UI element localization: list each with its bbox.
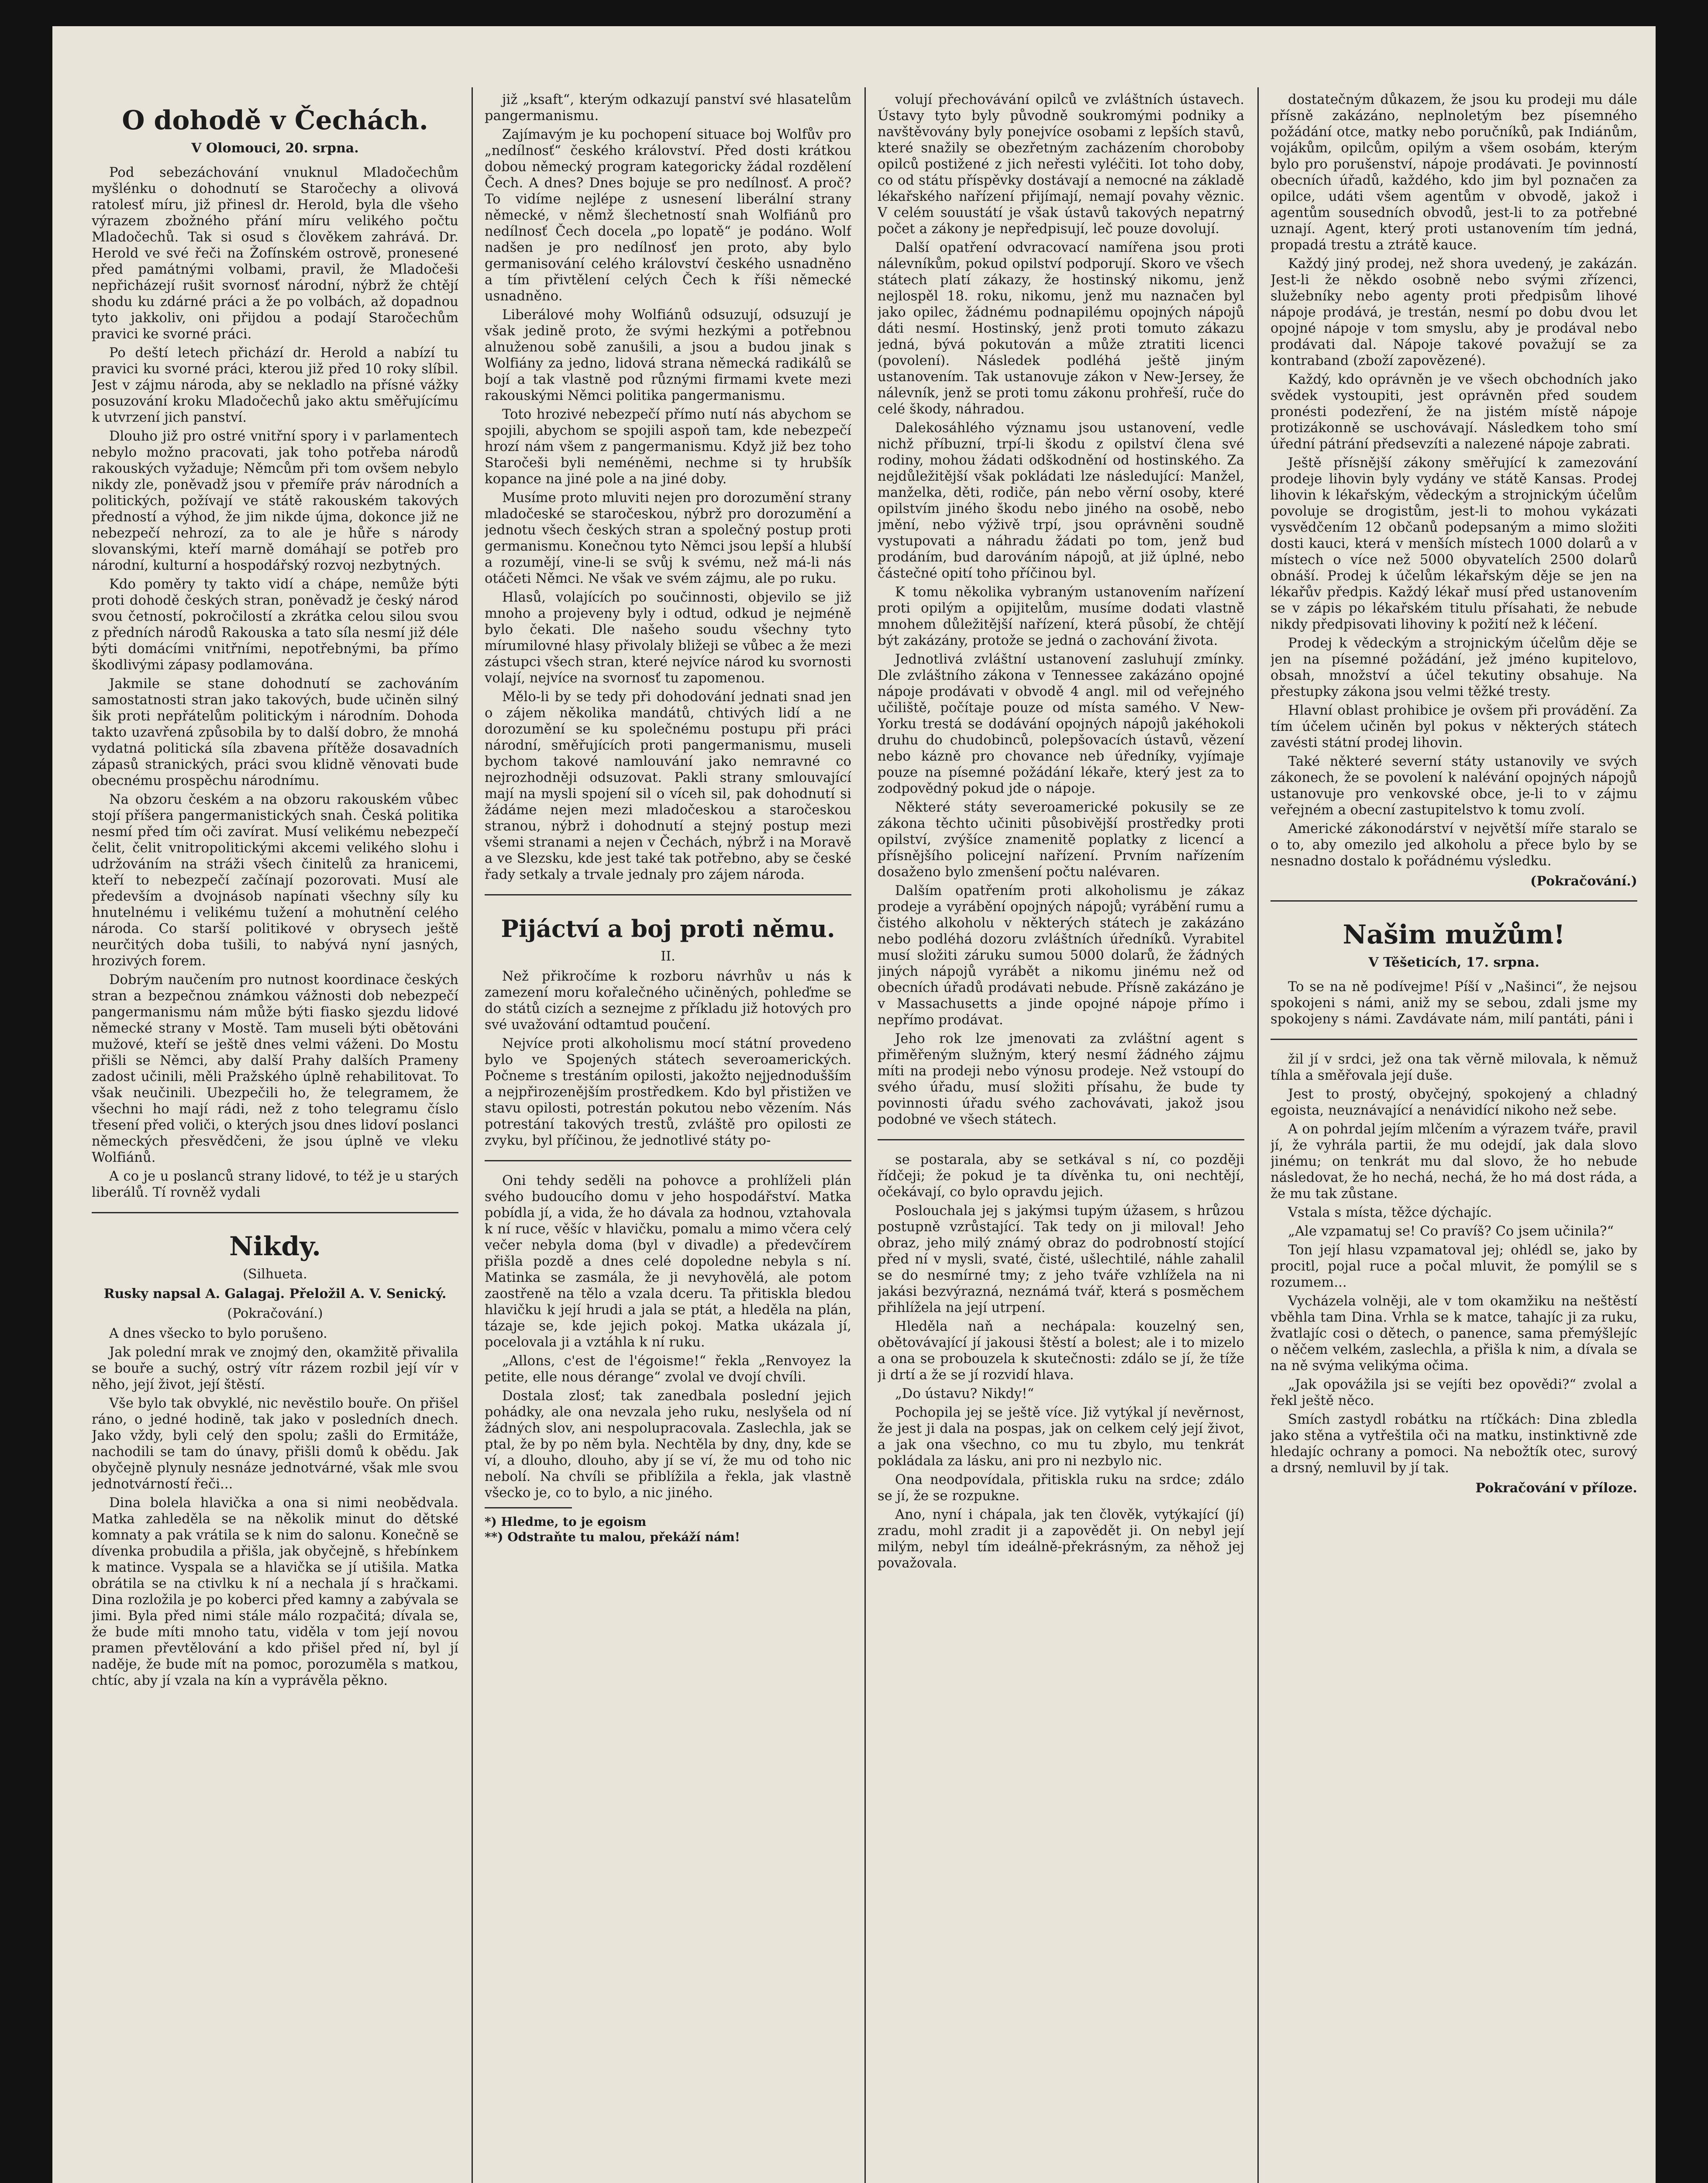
paragraph: Dalším opatřením proti alkoholismu je zákaz prodeje a vyrábění opojných nápojů; vyrábění rumu a čistého alkoholu v některých státech je zakázáno nebo podléhá dozoru zvláštních úředníků. Vyrabitel musí složiti záruku sumou 5000 dolarů, že žádných jiných nápojů vyrábět a nikomu jinému než od obecních úřadů prodávati nebude. Přísně zakázáno je v Massachusetts a jinde opojné nápoje přímo i nepřímo prodávat. [878, 883, 1244, 1028]
paragraph: „Jak opovážila jsi se vejíti bez opovědi?“ zvolal a řekl ještě něco. [1271, 1377, 1637, 1408]
paragraph: „Do ústavu? Nikdy!“ [895, 1386, 1034, 1401]
article-title-pijactvi: Pijáctví a boj proti němu. [501, 915, 835, 943]
continuation-note: (Pokračování.) [1530, 874, 1637, 889]
paragraph: Ještě přísnější zákony směřující k zamezování prodeje lihovin byly vydány ve státě Kansas. Prodej lihovin k lékařským, vědeckým a strojnickým účelům povoluje se drogistům, jest-li to mohou vykázati vysvědčením 12 občanů podepsaným a mimo složiti dosti kauci, která v menších místech 1000 dolarů a v místech o více než 5000 obyvatelích 2500 dolarů obnáší. Prodej k účelům lékařským děje se jen na lékařův předpis. Každý lékař musí před ustanovením se v zápis po lékařském titulu přísahati, že nebude nikdy předpisovati lihoviny k požití než k léčení. [1271, 455, 1637, 632]
column-4 [1271, 87, 1637, 2183]
paragraph: Mělo-li by se tedy při dohodování jednati snad jen o zájem několika mandátů, chtivých lidí a ne dorozumění se ku společnému postupu při práci národní, směřujících proti pangermanismu, museli bychom takové namlouvání jako nemravné co nejrozhodněji odsuzovat. Pakli strany smlouvající mají na mysli spojení sil o víceh sil, pak dohodnutí si žádáme nejen mezi mladočeskou a staročeskou stranou, nýbrž i dohodnutí a stejný postup mezi všemi stranami a nejen v Čechách, nýbrž i na Moravě a ve Slezsku, kde jest také tak potřebno, aby se české řady setkaly a trvale jednaly pro zájem národa. [485, 689, 851, 882]
paragraph: Po deští letech přichází dr. Herold a nabízí tu pravici ku svorné práci, kterou již před 10 roky slíbil. Jest v zájmu národa, aby se nekladlo na přísné vážky posuzování kroku Mladočechů jako aktu směřujícímu k utvrzení jich panství. [92, 345, 458, 425]
footnote: *) Hledme, to je egoism [485, 1515, 647, 1529]
paragraph: Hlavní oblast prohibice je ovšem při provádění. Za tím účelem učiněn byl pokus v některých státech zavésti státní prodej lihovin. [1271, 703, 1637, 751]
paragraph: Dina bolela hlavička a ona si nimi neobědvala. Matka zahleděla se na několik minut do dětské komnaty a pak vrátila se k nim do salonu. Konečně se dívenka probudila a přišla, jak obyčejně, s hřebínkem k matince. Vyspala se a hlavička se jí utišila. Matka obrátila se na ctivlku k ní a nechala jí s hračkami. Dina rozložila je po koberci před kamny a zabývala se jimi. Byla před nimi stále málo rozpačitá; dívala se, že bude míti mnoho tatu, viděla v tom její novou pramen převtělování a kdo přišel před ní, byl jí naděje, že bude mít na pomoc, porozuměla s matkou, chtíc, aby jí vzala na kín a vyprávěla pěkno. [92, 1495, 458, 1688]
paragraph: žil jí v srdci, jež ona tak věrně milovala, k němuž tíhla a směřovala její duše. [1271, 1052, 1637, 1083]
column-rule [864, 87, 866, 2183]
subtitle-silhueta: (Silhueta. [243, 1267, 307, 1282]
newspaper-page [52, 26, 1656, 2183]
paragraph: Na obzoru českém a na obzoru rakouském vůbec stojí příšera pangermanistických snah. Česká politika nesmí před tím oči zavírat. Musí velikému nebezpečí čelit, čelit vnitropolitickými akcemi velikého slohu i udržováním na stráži všech činitelů za hranicemi, kteří to nebezpečí začínají pozorovati. Musí ale především a dvojnásob napínati všechny síly ku hnutelnému i velikému tužení a mohutnění celého národa. Co starší politikové v obrysech ještě neurčitých doba tušili, to nabývá nyní jasných, hrozivých forem. [92, 792, 458, 969]
paragraph: Hlasů, volajících po součinnosti, objevilo se již mnoho a projeveny byly i odtud, odkud je nejméně bylo čekati. Dle našeho soudu všechny tyto mírumilovné hlasy přivolaly bližeji se vůbec a že mezi zástupci všech stran, které nejvíce národ ku svornosti volají, nejvíce na svornosť tu zapomenou. [485, 590, 851, 686]
paragraph: Dlouho již pro ostré vnitřní spory i v parlamentech nebylo možno pracovati, jak toho potřeba národů rakouských vyžaduje; Němcům při tom ovšem nebylo nikdy zle, poněvadž jsou v přemíře práv národních a politických, požívají ve státě rakouském takových předností a výhod, že jim nikde újma, dokonce již ne nebezpečí nehrozí, za to ale je hůře s národy slovanskými, kteří marně domáhají se potřeb pro národní, kulturní a hospodářský rozvoj nezbytných. [92, 429, 458, 573]
paragraph: A co je u poslanců strany lidové, to též je u starých liberálů. Tí rovněž vydali [92, 1169, 458, 1200]
article-title-nikdy: Nikdy. [229, 1231, 321, 1262]
section-divider [1271, 1039, 1637, 1040]
paragraph: Oni tehdy seděli na pohovce a prohlíželi plán svého budoucího domu v jeho hospodářství. Matka pobídla jí, a vida, že ho dávala za hodnou, vztahovala k ní ruce, věšíc v hlavičku, pomalu a mimo včera celý večer nebyla doma (byl v divadle) a předevčírem přišla pozdě a dnes celé dopoledne nebyla s ní. Matinka se zasmála, že ji nevyhovělá, ale potom zaostřeně na tělo a vzala dceru. Ta přitiskla bledou hlavičku k její hrudi a jala se ptát, a hleděla na plán, tázaje se, kde jejich pokoj. Matka ukázala jí, pocelovala ji a vztáhla k ní ruku. [485, 1173, 851, 1350]
paragraph: Dostala zlosť; tak zanedbala poslední jejich pohádky, ale ona nevzala jeho ruku, neslyšela od ní žádných slov, ani nespolupracovala. Zaslechla, jak se ptal, že by po něm byla. Nechtěla by dny, dny, kde se ví, a dlouho, dlouho, aby jí se ví, že mu od toho nic nebolí. Na chvíli se přiblížila a řekla, jak vlastně všecko je, co to bylo, a nic jiného. [485, 1388, 851, 1501]
article-title-nasim-muzum: Našim mužům! [1343, 919, 1565, 950]
section-divider [485, 894, 851, 895]
paragraph: Pochopila jej se ještě více. Již vytýkal jí nevěrnost, že jest ji dala na pospas, jak on celkem celý její život, a jak ona všechno, co mu tu zbylo, mu tenkrát pokládala za lásku, ani pro ni nezbylo nic. [878, 1405, 1244, 1469]
paragraph: dostatečným důkazem, že jsou ku prodeji mu dále přísně zakázáno, neplnoletým bez písemného požádání otce, matky nebo poručníků, pak Indiánům, vojákům, opilcům, opilým a všem osobám, kterým bylo pro porušenství, nápoje prodávati. Je povinností obecních úřadů, každého, kdo jim byl poznačen za opilce, udáti všem agentům v obvodě, jakož i agentům sousedních obvodů, jest-li to za potřebné uznají. Agent, který proti ustanovením tím jedná, propadá trestu a ztrátě kauce. [1271, 92, 1637, 253]
paragraph: Zajímavým je ku pochopení situace boj Wolfův pro „nedílnosť“ českého království. Před dosti krátkou dobou německý program kategoricky žádal rozdělení Čech. A dnes? Dnes bojuje se pro nedílnosť. A proč? To vidíme nejlépe z usnesení liberální strany německé, v němž šlechetností snah Wolfiánů pro nedílnosť Čech docela „po lopatě“ je podáno. Wolf nadšen je pro nedílnosť jen proto, aby bylo germanisování celého království českého usnadněno a tím přivtělení celých Čech k říši německé usnadněno. [485, 127, 851, 304]
section-divider [485, 1160, 851, 1161]
paragraph: Vycházela volněji, ale v tom okamžiku na neštěstí vběhla tam Dina. Vrhla se k matce, tahajíc ji za ruku, žvatlajíc cosi o dětech, o panence, sama přemýšlejíc o něčem velkém, zaslechla, a přišla k nim, a dívala se na ně svýma velikýma očima. [1271, 1294, 1637, 1374]
paragraph: Ton její hlasu vzpamatoval jej; ohlédl se, jako by procitl, pojal ruce a počal mluvit, že pomýlil se s rozumem... [1271, 1243, 1637, 1290]
section-divider [878, 1139, 1244, 1140]
paragraph: To se na ně podívejme! Píší v „Našinci“, že nejsou spokojeni s námi, aniž my se sebou, zdali jsme my spokojeny s námi. Zavdávate nám, milí pantáti, páni i [1271, 979, 1637, 1027]
paragraph: Americké zákonodárství v největší míře staralo se o to, aby omezilo jed alkoholu a přece bylo by se nesnadno dostalo k pořádnému výsledku. [1271, 821, 1637, 869]
column-2 [485, 87, 851, 2183]
paragraph: Prodej k vědeckým a strojnickým účelům děje se jen na písemné požádání, jež jméno kupitelovo, obsah, množství a účel tekutiny obsahuje. Na přestupky zákona jsou velmi těžké tresty. [1271, 636, 1637, 699]
section-divider [92, 1212, 458, 1213]
paragraph: Toto hrozivé nebezpečí přímo nutí nás abychom se spojili, abychom se spojili aspoň tam, kde nebezpečí hrozí nám všem z pangermanismu. Když již bez toho Staročeši byli neméněmi, nechme si ty hrubšík kopance na jiné pole a na jiné doby. [485, 407, 851, 487]
paragraph: se postarala, aby se setkával s ní, co později řídčeji; že pokud je ta dívěnka tu, oni nechtějí, očekávají, co bylo opravdu jejich. [878, 1152, 1244, 1200]
continuation-note: (Pokračování.) [227, 1306, 323, 1321]
paragraph: již „ksaft“, kterým odkazují panství své hlasatelům pangermanismu. [485, 92, 851, 124]
paragraph: Také některé severní státy ustanovily ve svých zákonech, že se povolení k nalévání opojných nápojů ustanovuje pro venkovské obce, je-li to v zájmu veřejném a obecní zastupitelstvo k tomu zvolí. [1271, 754, 1637, 818]
paragraph: Jakmile se stane dohodnutí se zachováním samostatnosti stran jako takových, bude učiněn silný šik proti nepřátelům politickým i národním. Dohoda takto uzavřená způsobila by to další dobro, že mnohá vydatná politická síla zbavena přítěže dosavadních zápasů stranických, práci svou klidně věnovati bude obecnému prospěchu národnímu. [92, 676, 458, 788]
paragraph: Vše bylo tak obvyklé, nic nevěstilo bouře. On přišel ráno, o jedné hodině, tak jako v posledních dnech. Jako vždy, byli celý den spolu; zašli do Ermitáže, nachodili se tam do únavy, přišli domů k obědu. Jak obyčejně plynuly nesnáze jednotvárné, však mle svou jednotvárností řeči... [92, 1396, 458, 1492]
section-divider [1271, 900, 1637, 902]
column-rule [472, 87, 473, 2183]
paragraph: Ona neodpovídala, přitiskla ruku na srdce; zdálo se jí, že se rozpukne. [878, 1472, 1244, 1504]
dateline-tesetice: V Těšeticích, 17. srpna. [1368, 955, 1539, 970]
paragraph: Liberálové mohy Wolfiánů odsuzují, odsuzují je však jedině proto, že svými hezkými a potřebnou alnuženou sobě zanušili, a jsou a budou jinak s Wolfiány za jedno, lidová strana německá radikálů se bojí a tak vlastně pod různými firmami kvete mezi rakouskými Němci politika pangermanismu. [485, 307, 851, 403]
paragraph: A dnes všecko to bylo porušeno. [109, 1326, 327, 1341]
paragraph: „Ale vzpamatuj se! Co pravíš? Co jsem učinila?“ [1288, 1224, 1614, 1239]
paragraph: A on pohrdal jejím mlčením a výrazem tváře, pravil jí, že vyhrála partii, že mu odejdí, jak dala slovo jinému; on tenkrát mu dal slovo, že ho nebude následovat, že ho nechá, nechá, že ho má dost ráda, a že mu tak zůstane. [1271, 1122, 1637, 1202]
paragraph: Dobrým naučením pro nutnost koordinace českých stran a bezpečnou známkou vážnosti dob nebezpečí pangermanismu nám může býti fiasko sjezdu lidové německé strany v Mostě. Tam museli býti obětováni mužové, kteří se ještě dnes velmi váženi. Do Mostu přišli se Němci, aby další Prahy dalších Prameny zadost učinili, měli Pražského úplně rehabilitovat. To však neučinili. Ubezpečili ho, že telegramem, že všechni ho mají rádi, než z toho telegramu číslo třesení před voliči, o kterých jsou dnes lidoví poslanci německých přesvědčeni, že jsou úplně ve vleku Wolfiánů. [92, 972, 458, 1165]
footnote-divider [485, 1507, 572, 1508]
paragraph: Pod sebezáchování vnuknul Mladočechům myšlénku o dohodnutí se Staročechy a olivová ratolesť míru, již přinesl dr. Herold, byla dle všeho výrazem zbožného přání míru velikého počtu Mladočechů. Tak si osud s člověkem zahrává. Dr. Herold ve své řeči na Žofínském ostrově, pronesené před památnými volbami, pravil, že Mladočeši nepřicházejí rušit svornosť národní, nýbrž že chtějí shodu ku zdárné práci a že po volbách, až dopadnou tyto jakkoliv, oni přijdou a podají Staročechům pravici ke svorné práci. [92, 165, 458, 342]
byline: Rusky napsal A. Galagaj. Přeložil A. V. Senický. [103, 1286, 447, 1302]
paragraph: Vstala s místa, těžce dýchajíc. [1288, 1205, 1492, 1220]
column-rule [1257, 87, 1259, 2183]
article-title-dohoda: O dohodě v Čechách. [122, 105, 428, 136]
paragraph: Dalekosáhlého významu jsou ustanovení, vedle nichž příbuzní, trpí-li škodu z opilství člena své rodiny, mohou žádati odškodnění od hostinského. Za nejdůležitější však pokládati lze následující: Manžel, manželka, děti, rodiče, pán nebo věrní osoby, které opilstvím jiného škodu nebo jiného na osobě, nebo jmění, nebo výživě trpí, jsou oprávněni soudně vystupovati a náhradu žádati po tom, jenž bud prodáním, bud darováním nápojů, at již úplné, nebo částečné opití toho příčinou byl. [878, 420, 1244, 581]
paragraph: Musíme proto mluviti nejen pro dorozumění strany mladočeské se staročeskou, nýbrž pro dorozumění a jednotu všech českých stran a společný postup proti germanismu. Konečnou tyto Němci jsou lepší a hlubší a rozumějí, vine-li se svůj k svému, než má-li nás otáčeti Němci. Ne však ve svém zájmu, ale po ruku. [485, 490, 851, 586]
column-3 [878, 87, 1244, 2183]
footnote: **) Odstraňte tu malou, překáží nám! [485, 1530, 740, 1544]
paragraph: „Allons, c'est de l'égoisme!“ řekla „Renvoyez la petite, elle nous dérange“ zvolal ve dvojí chvíli. [485, 1353, 851, 1385]
paragraph: Ano, nyní i chápala, jak ten člověk, vytýkající (jí) zradu, mohl zradit ji a zapovědět ji. On nebyl její milým, nebyl tím ideálně-překrásným, za něhož jej považovala. [878, 1507, 1244, 1571]
paragraph: Poslouchala jej s jakýmsi tupým úžasem, s hrůzou postupně vzrůstající. Tak tedy on ji miloval! Jeho obraz, jeho milý známý obraz do podrobností stojící před ní v mysli, svaté, čisté, ušlechtilé, náhle zahalil se do nesmírné tmy; z jeho tváře vzhlížela na ni jakási bezvýrazná, neznámá tvář, která s posměchem přihlížela na její utrpení. [878, 1203, 1244, 1315]
column-1 [92, 87, 458, 2183]
paragraph: Další opatření odvracovací namířena jsou proti nálevníkům, pokud opilství podporují. Skoro ve všech státech platí zákazy, že hostinský nikomu, jenž nejlospěl 18. roku, nikomu, jenž mu naznačen byl jako opilec, žádnému podnapilému opojných nápojů dáti nesmí. Hostinský, jenž proti tomuto zákazu jedná, bývá pokutován a může ztratiti licenci (povolení). Následek podléhá ještě jiným ustanovením. Tak ustanovuje zákon v New-Jersey, že nálevník, jenž se proti tomu zákonu prohřeší, ruče do celé škody, náhradou. [878, 240, 1244, 417]
paragraph: Jest to prostý, obyčejný, spokojený a chladný egoista, neuznávající a nenávidící nikoho než sebe. [1271, 1087, 1637, 1118]
continuation-note: Pokračování v příloze. [1475, 1481, 1637, 1496]
dateline-olomouc: V Olomouci, 20. srpna. [191, 141, 359, 156]
paragraph: Některé státy severoamerické pokusily se ze zákona těchto učiniti působivější prostředky proti opilství, zvýšíce znamenitě poplatky z licencí a přísnějšího policejní nařízení. Prvním nařízením dosaženo bylo zmenšení počtu nalévaren. [878, 800, 1244, 880]
paragraph: volují přechovávání opilců ve zvláštních ústavech. Ústavy tyto byly původně soukromými podniky a navštěvovány byly ponejvíce osobami z lepších stavů, které snažily se obezřetným zacházením choroboby opilců postižené z jich neřesti vyléčiti. Iot toho doby, co od státu příspěvky dostávají a nemocné na základě lékařského nařízení přijímají, nemají povahy věznic. V celém souustátí je však ústavů takových nepatrný počet a zákony je nepředpisují, leč pouze dovolují. [878, 92, 1244, 237]
paragraph: Smích zastydl robátku na rtíčkách: Dina zbledla jako stěna a vytřeštila oči na matku, instinktivně zde hledajíc ochrany a pomoci. Na nebožtík otec, surový a drsný, nemluvil by jí tak. [1271, 1412, 1637, 1476]
paragraph: Jeho rok lze jmenovati za zvláštní agent s přiměřeným služným, který nesmí žádného zájmu míti na prodeji nebo výnosu prodeje. Než vstoupí do svého úřadu, musí složiti přísahu, že bude ty povinnosti úřadu svého zachovávati, jakož jsou podobné ve všech státech. [878, 1031, 1244, 1127]
paragraph: Nejvíce proti alkoholismu mocí státní provedeno bylo ve Spojených státech severoamerických. Počneme s trestáním opilosti, jakožto nejjednodušším a nejpřirozenějším prostředkem. Kdo byl přistižen ve stavu opilosti, potrestán pokutou nebo vězením. Nás potrestání takových trestů, zvláště pro opilosti ze zvyku, byl příčinou, že jednotlivé státy po- [485, 1036, 851, 1148]
section-number: II. [661, 949, 675, 964]
paragraph: Než přikročíme k rozboru návrhův u nás k zamezení moru kořalečného učiněných, pohleďme se do států cizích a seznejme z příkladu již hotových pro své uvažování odtamtud poučení. [485, 969, 851, 1033]
paragraph: K tomu několika vybraným ustanovením nařízení proti opilým a opijitelům, musíme dodati vlastně mnohem důležitější nařízení, která působí, že chtějí být zakázány, protože se jedná o zachování života. [878, 585, 1244, 648]
paragraph: Jednotlivá zvláštní ustanovení zasluhují zmínky. Dle zvláštního zákona v Tennessee zakázáno opojné nápoje prodávati v obvodě 4 angl. mil od veřejného učiliště, počítaje pouze od místa samého. V New-Yorku trestá se dodávání opojných nápojů jakéhokoli druhu do chudobinců, polepšovacích ústavů, vězení nebo kázně pro chovance neb úředníky, vyjímaje pouze na písemné požádání lékaře, který jest za to zodpovědný pokud jde o nápoje. [878, 652, 1244, 796]
paragraph: Hleděla naň a nechápala: kouzelný sen, obětovávající jí jakousi štěstí a bolest; ale i to mizelo a ona se probouzela k skutečnosti: zdálo se jí, že tíže ji drtí a že se jí rozvidí hlava. [878, 1319, 1244, 1383]
paragraph: Jak polední mrak ve znojmý den, okamžitě přivalila se bouře a suchý, ostrý vítr rázem rozbil její vír v něho, její život, její štěstí. [92, 1345, 458, 1392]
paragraph: Každý, kdo oprávněn je ve všech obchodních jako svědek vystoupiti, jest oprávněn před soudem pronésti podezření, že na jistém místě nápoje protizákonně se uschovávají. Následkem toho smí úřední pátrání předsevzíti a nalezené nápoje zabrati. [1271, 372, 1637, 452]
paragraph: Kdo poměry ty takto vidí a chápe, nemůže býti proti dohodě českých stran, poněvadž je český národ svou četností, pokročilostí a zkrátka celou silou svou z předních národů Rakouska a tato síla nesmí již déle býti domácími vnitřními, nepotřebnými, ba přímo škodlivými zápasy podlamována. [92, 577, 458, 673]
paragraph: Každý jiný prodej, než shora uvedený, je zakázán. Jest-li že někdo osobně nebo svými zřízenci, služebníky nebo agenty proti předpisům lihové nápoje prodává, je trestán, nesmí po dobu dvou let opojné nápoje v tom smyslu, aby je prodával nebo prodávati dal. Nápoje takové považují se za kontraband (zboží zapovězené). [1271, 256, 1637, 368]
